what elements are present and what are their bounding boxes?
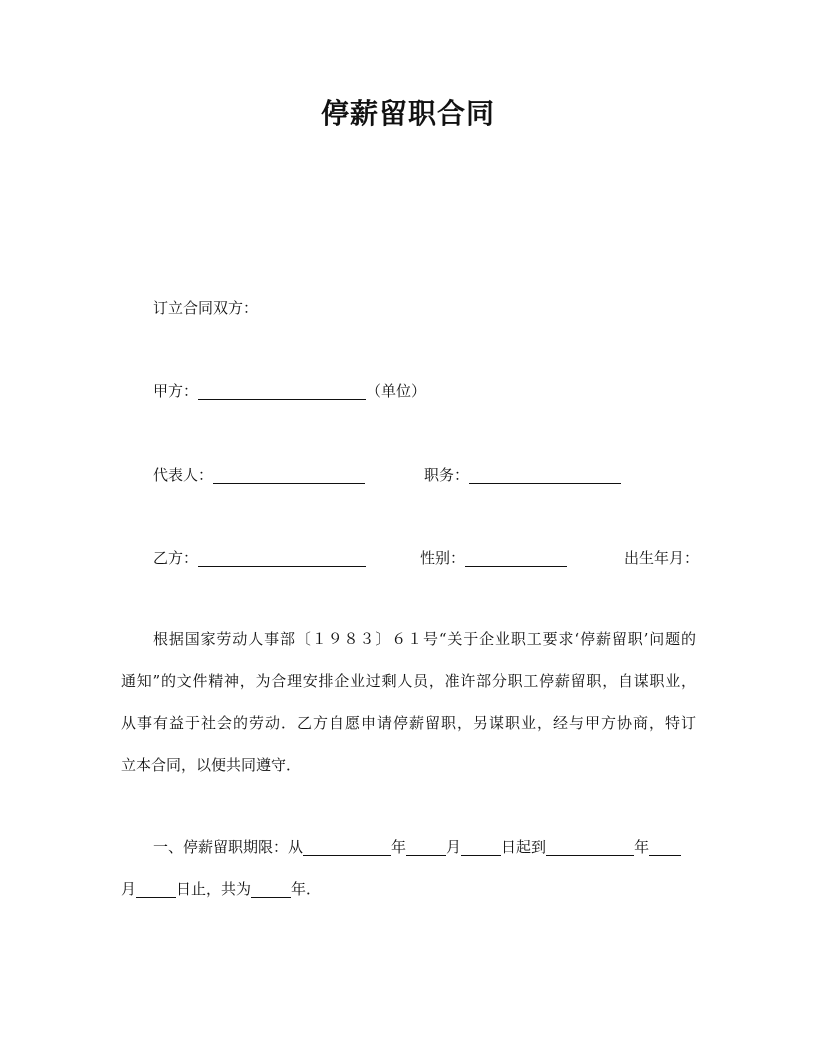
end-month-blank[interactable] — [649, 839, 681, 856]
party-a-label: 甲方： — [153, 382, 199, 400]
party-b-blank[interactable] — [198, 550, 366, 567]
gender-label: 性别： — [420, 549, 466, 567]
year-word: 年 — [634, 838, 650, 856]
position-blank[interactable] — [469, 467, 621, 484]
document-title: 停薪留职合同 — [320, 97, 495, 130]
gender-blank[interactable] — [465, 550, 567, 567]
clause1-line1 — [153, 837, 681, 857]
preamble-line: 通知”的文件精神，为合理安排企业过剩人员，准许部分职工停薪留职，自谋职业， — [121, 672, 696, 690]
position-line — [424, 465, 621, 485]
start-day-blank[interactable] — [461, 839, 501, 856]
position-label: 职务： — [424, 466, 470, 484]
day-from-word: 日起到 — [501, 838, 547, 856]
clause1-prefix: 一、停薪留职期限：从 — [153, 838, 304, 856]
party-b-line — [153, 548, 366, 568]
preamble-line: 立本合同，以便共同遵守． — [121, 756, 302, 774]
start-month-blank[interactable] — [406, 839, 446, 856]
party-b-label: 乙方： — [153, 549, 199, 567]
day-to-word: 日止，共为 — [176, 880, 252, 898]
end-year-blank[interactable] — [546, 839, 634, 856]
start-year-blank[interactable] — [303, 839, 391, 856]
month-word: 月 — [446, 838, 462, 856]
party-a-blank[interactable] — [198, 383, 366, 400]
preamble-line: 从事有益于社会的劳动．乙方自愿申请停薪留职，另谋职业，经与甲方协商，特订 — [121, 714, 696, 732]
birth-date-label: 出生年月： — [624, 549, 700, 567]
clause1-line2 — [121, 879, 321, 899]
parties-heading: 订立合同双方： — [153, 299, 259, 317]
party-a-line — [153, 381, 426, 401]
gender-line — [420, 548, 567, 568]
party-a-suffix: （单位） — [366, 382, 427, 400]
preamble-line: 根据国家劳动人事部〔１９８３〕６１号“关于企业职工要求‘停薪留职’问题的 — [153, 630, 696, 648]
representative-blank[interactable] — [213, 467, 365, 484]
end-day-blank[interactable] — [136, 881, 176, 898]
month-word: 月 — [121, 880, 137, 898]
representative-label: 代表人： — [153, 466, 214, 484]
total-years-blank[interactable] — [251, 881, 291, 898]
year-word: 年 — [391, 838, 407, 856]
representative-line — [153, 465, 365, 485]
years-word: 年． — [291, 880, 322, 898]
